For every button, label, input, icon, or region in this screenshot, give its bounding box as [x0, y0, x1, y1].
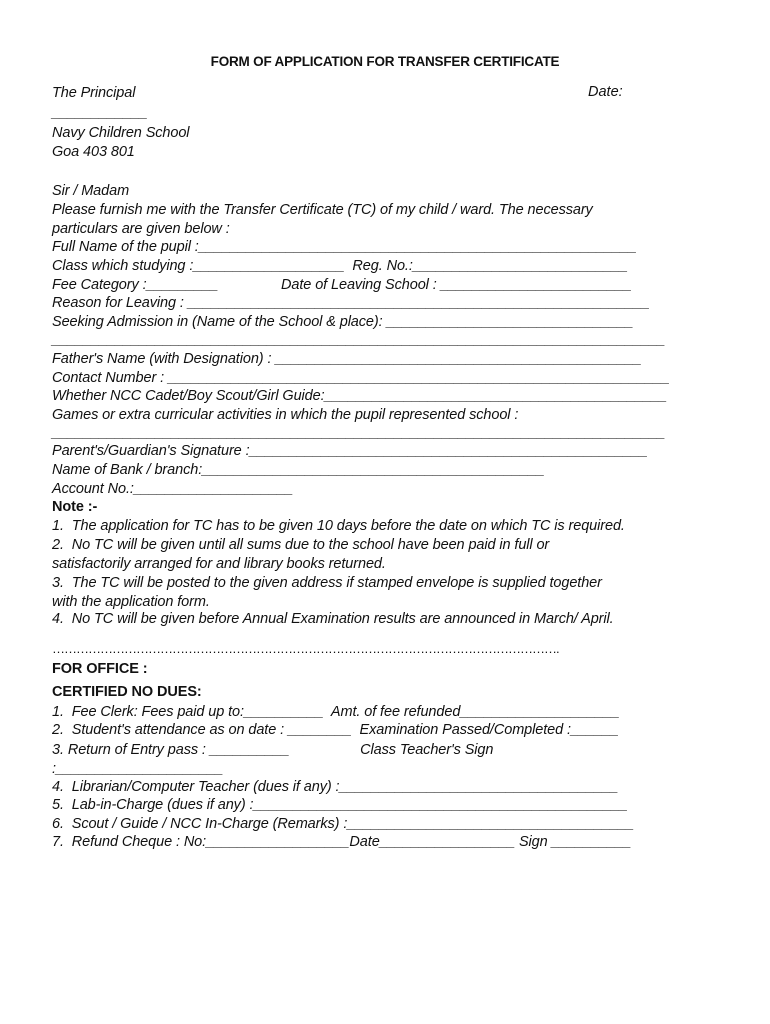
office-item-6: 6. Scout / Guide / NCC In-Charge (Remarks) :____________________________________ — [52, 816, 634, 832]
date-label: Date: — [588, 84, 623, 100]
office-subheading: CERTIFIED NO DUES: — [52, 684, 202, 700]
office-item-3-continued: :_____________________ — [52, 761, 224, 777]
office-heading: FOR OFFICE : — [52, 661, 148, 677]
intro-line-2: particulars are given below : — [52, 221, 230, 237]
note-item-4: 4. No TC will be given before Annual Examination results are announced in March/ April. — [52, 611, 614, 627]
field-bank: Name of Bank / branch:___________________________________________ — [52, 462, 545, 478]
note-item-2a: 2. No TC will be given until all sums due to the school have been paid in full or — [52, 537, 550, 553]
form-title: FORM OF APPLICATION FOR TRANSFER CERTIFICATE — [210, 54, 560, 69]
field-reason: Reason for Leaving : __________________________________________________________ — [52, 295, 650, 311]
addressee-blank: ____________ — [52, 105, 148, 121]
field-guardian-signature: Parent's/Guardian's Signature :__________________________________________________ — [52, 443, 648, 459]
field-class-reg: Class which studying :___________________ Reg. No.:___________________________ — [52, 258, 628, 274]
field-account: Account No.:____________________ — [52, 481, 294, 497]
note-item-1: 1. The application for TC has to be given 10 days before the date on which TC is required. — [52, 518, 625, 534]
office-item-2: 2. Student's attendance as on date : ________ Examination Passed/Completed :______ — [52, 722, 619, 738]
note-item-3b: with the application form. — [52, 594, 210, 610]
field-fee-leaving: Fee Category :_________ Date of Leaving School : ________________________ — [52, 277, 632, 293]
field-contact-number: Contact Number : _______________________________________________________________ — [52, 370, 670, 386]
field-father-name: Father's Name (with Designation) : ______________________________________________ — [52, 351, 642, 367]
intro-line-1: Please furnish me with the Transfer Certificate (TC) of my child / ward. The necessary — [52, 202, 593, 218]
field-games-continued: _____________________________________________________________________________ — [52, 425, 666, 441]
office-item-1: 1. Fee Clerk: Fees paid up to:__________ Amt. of fee refunded____________________ — [52, 704, 620, 720]
addressee-principal: The Principal — [52, 85, 136, 101]
note-item-3a: 3. The TC will be posted to the given address if stamped envelope is supplied together — [52, 575, 602, 591]
addressee-city: Goa 403 801 — [52, 144, 135, 160]
field-games: Games or extra curricular activities in which the pupil represented school : — [52, 407, 519, 423]
separator-dots: ………………………………………………………………………………………………………………. — [52, 641, 559, 656]
field-seeking-admission: Seeking Admission in (Name of the School & place): _______________________________ — [52, 314, 634, 330]
note-item-2b: satisfactorily arranged for and library books returned. — [52, 556, 386, 572]
salutation: Sir / Madam — [52, 183, 130, 199]
field-seeking-continued: _____________________________________________________________________________ — [52, 332, 666, 348]
office-item-3: 3. Return of Entry pass : __________ Class Teacher's Sign — [52, 742, 494, 758]
office-item-4: 4. Librarian/Computer Teacher (dues if any) :___________________________________ — [52, 779, 619, 795]
field-ncc: Whether NCC Cadet/Boy Scout/Girl Guide:___________________________________________ — [52, 388, 667, 404]
office-item-7: 7. Refund Cheque : No:__________________Date_________________ Sign __________ — [52, 834, 632, 850]
note-heading: Note :- — [52, 499, 98, 515]
office-item-5: 5. Lab-in-Charge (dues if any) :_______________________________________________ — [52, 797, 628, 813]
field-full-name: Full Name of the pupil :_______________________________________________________ — [52, 239, 637, 255]
addressee-school: Navy Children School — [52, 125, 190, 141]
